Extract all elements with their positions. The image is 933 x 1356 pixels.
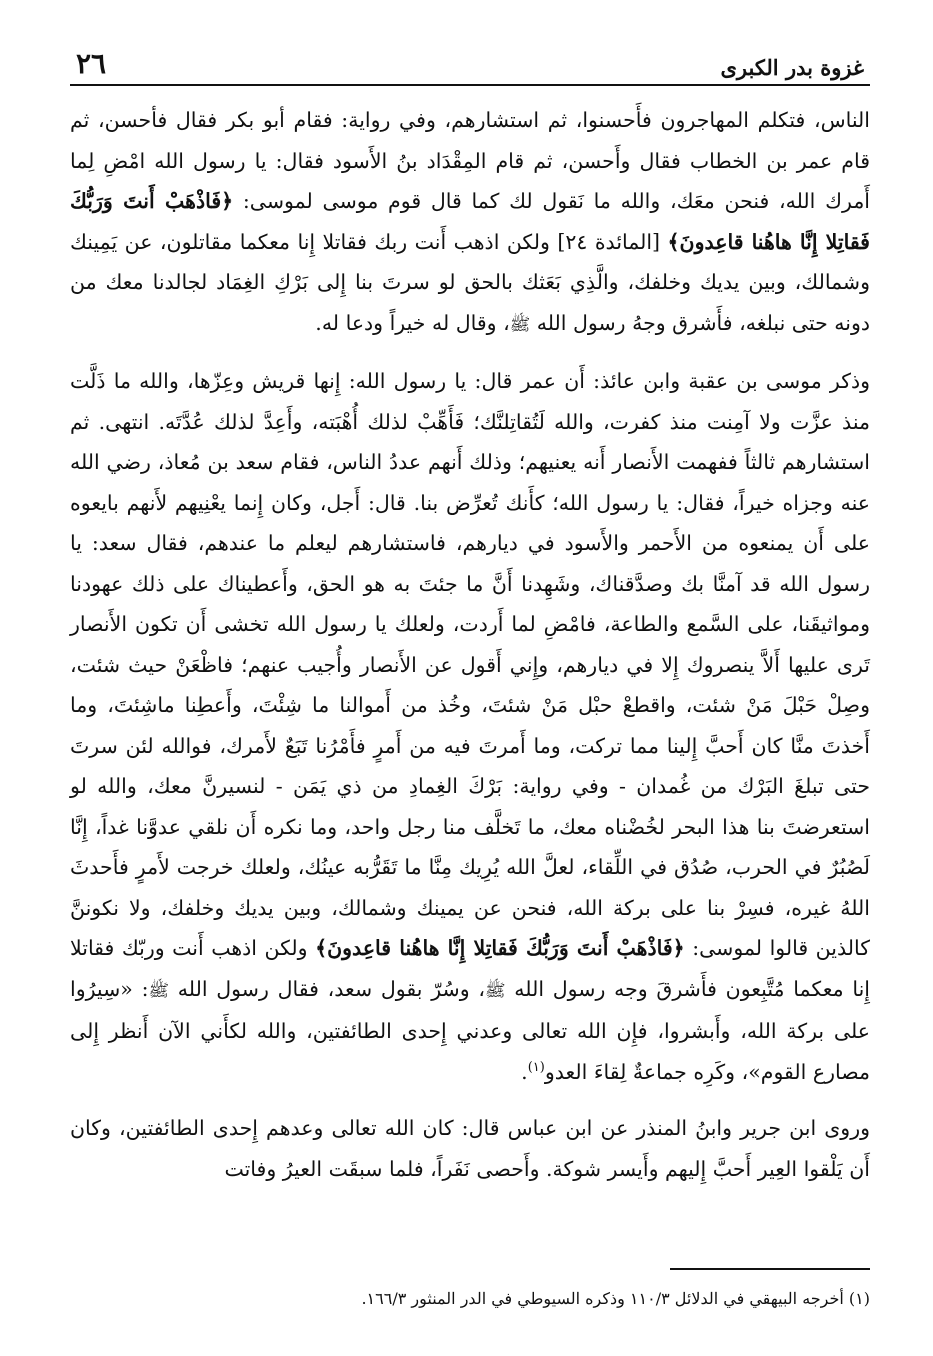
footnote-reference: (١): [527, 1059, 545, 1075]
text-run: ولكن اذهب أَنت وربّك فقاتلا إِنا معكما مُتَّبِعون فأَشرقَ وجه رسول الله: [70, 936, 870, 1001]
text-run: .: [521, 1059, 528, 1084]
chapter-title: غزوة بدر الكبرى: [720, 55, 864, 80]
honorific-symbol: ﷺ: [484, 980, 506, 1001]
running-header: [70, 47, 870, 86]
footnote-divider: [670, 1268, 870, 1270]
book-page: [70, 47, 870, 1308]
text-run: : «سِيرُوا على بركة الله، وأَبشروا، فإِن الله تعالى وعدني إِحدى الطائفتين، والله لكأَني الآن أَنظر إِلى مصارع القوم»، وكَرِه جماعةٌ لِقاءَ العدو: [70, 976, 870, 1084]
paragraph-3: [70, 1108, 870, 1189]
text-run: ، وسُرّ بقول سعد، فقال رسول الله: [169, 976, 485, 1001]
page-number: ٢٦: [76, 47, 107, 80]
quran-quote: ﴿فَاذْهَبْ أَنتَ وَرَبُّكَ فَقاتِلا إِنَّا هاهُنا قاعِدونَ﴾: [315, 936, 685, 960]
text-run: ، وقال له خيراً ودعا له.: [315, 310, 510, 335]
text-run: وذكر موسى بن عقبة وابن عائذ: أَن عمر قال: يا رسول الله: إِنها قريش وعِزّها، والله ما ذَلَّت منذ عزَّت ولا آمِنت منذ كفرت، والله لَتُقاتِلنَّك؛ فَأَهِّبْ لذلك أُهْبَته، وأَعِدَّ لذلك عُدَّتَه. انتهى. ثم استشارهم ثالثاً ففهمت الأَنصار أَنه يعنيهم؛ وذلك أَنهم عددُ الناس، فقام سعد بن مُعاذ، رضي الله عنه وجزاه خيراً، فقال: يا رسول الله؛ كأَنك تُعرِّض بنا. قال: أَجل، وكان إِنما يعْنِيهم لأَنهم بايعوه على أَن يمنعوه من الأَحمر والأَسود في ديارهم، فاستشارهم ليعلم ما عندهم، فقال سعد: يا رسول الله قد آمنَّا بك وصدَّقناك، وشَهِدنا أَنَّ ما جئتَ به هو الحق، وأَعطيناك على ذلك عهودنا ومواثيقَنا، على السَّمع والطاعة، فامْضِ لما أَردت، ولعلك يا رسول الله تخشى أَن تكون الأَنصار تَرى عليها أَلاَّ ينصروك إِلا في ديارهم، وإِني أَقول عن الأَنصار وأُجيب عنهم؛ فاظْعَنْ حيث شئت، وصِلْ حَبْلَ مَنْ شئت، واقطعْ حبْل مَنْ شئتَ، وخُذ من أَموالنا ما شِئْتَ، وأَعطِنا ماشِئتَ، وما أَخذتَ منَّا كان أَحبَّ إِلينا مما تركت، وما أَمرتَ فيه من أَمرٍ فأَمْرُنا تَبَعٌ لأَمرك، فوالله لئن سرتَ حتى تبلغَ البَرْك من غُمدان - وفي رواية: بَرْكَ الغِمادِ من ذي يَمَن - لنسيرنَّ معك، والله لو استعرضتَ بنا هذا البحر لخُضْناه معك، ما تَخلَّف منا رجل واحد، وما نكره أَن نلقي عدوَّنا غداً، إِنَّا لَصُبُرٌ في الحرب، صُدُق في اللِّقاء، لعلَّ الله يُرِيك مِنَّا ما تَقَرُّبه عينُك، ولعلك خرجت لأَمرٍ فأَحدثَ اللهُ غيره، فسِرْ بنا على بركة الله، فنحن عن يمينك وشمالك، وبين يديك وخلفك، ولا نكوننَّ كالذين قالوا لموسى:: [70, 369, 870, 960]
paragraph-2: [70, 361, 870, 1092]
footnote: (١) أخرجه البيهقي في الدلائل ١١٠/٣ وذكره السيوطي في الدر المنثور ١٦٦/٣.: [361, 1289, 870, 1308]
quran-quote: ﴿فَاذْهَبْ أَنتَ وَرَبُّكَ فَقاتِلا إِنَّا هاهُنا قاعِدونَ﴾: [70, 189, 870, 254]
honorific-symbol: ﷺ: [509, 314, 531, 335]
text-run: الناس، فتكلم المهاجرون فأَحسنوا، ثم استشارهم، وفي رواية: فقام أبو بكر فقال فأحسن، ثم قام عمر بن الخطاب فقال وأَحسن، ثم قام المِقْدَاد بنُ الأَسود فقال: يا رسول الله امْضِ لِما أَمرك الله، فنحن معَك، والله ما نَقول لك كما قال قوم موسى لموسى:: [70, 108, 870, 213]
body-text: [70, 100, 870, 1189]
text-run: [المائدة ٢٤] ولكن اذهب أَنت ربك فقاتلا إِنا معكما مقاتلون، عن يَمِينك وشمالك، وبين يديك وخلفك، والَّذِي بَعَثك بالحق لو سرتَ بنا إِلى بَرْكِ الغِمَاد لجالدنا معك من دونه حتى نبلغه، فأَشرق وجهُ رسول الله: [70, 229, 870, 335]
text-run: وروى ابن جرير وابنُ المنذر عن ابن عباس قال: كان الله تعالى وعدهم إِحدى الطائفتين، وكان أَن يَلْقوا العِير أَحبَّ إِليهم وأَيسر شوكة. وأَحصى نَفَراً، فلما سبقَت العيرُ وفاتت: [70, 1116, 870, 1181]
paragraph-1: [70, 100, 870, 345]
honorific-symbol: ﷺ: [148, 980, 170, 1001]
